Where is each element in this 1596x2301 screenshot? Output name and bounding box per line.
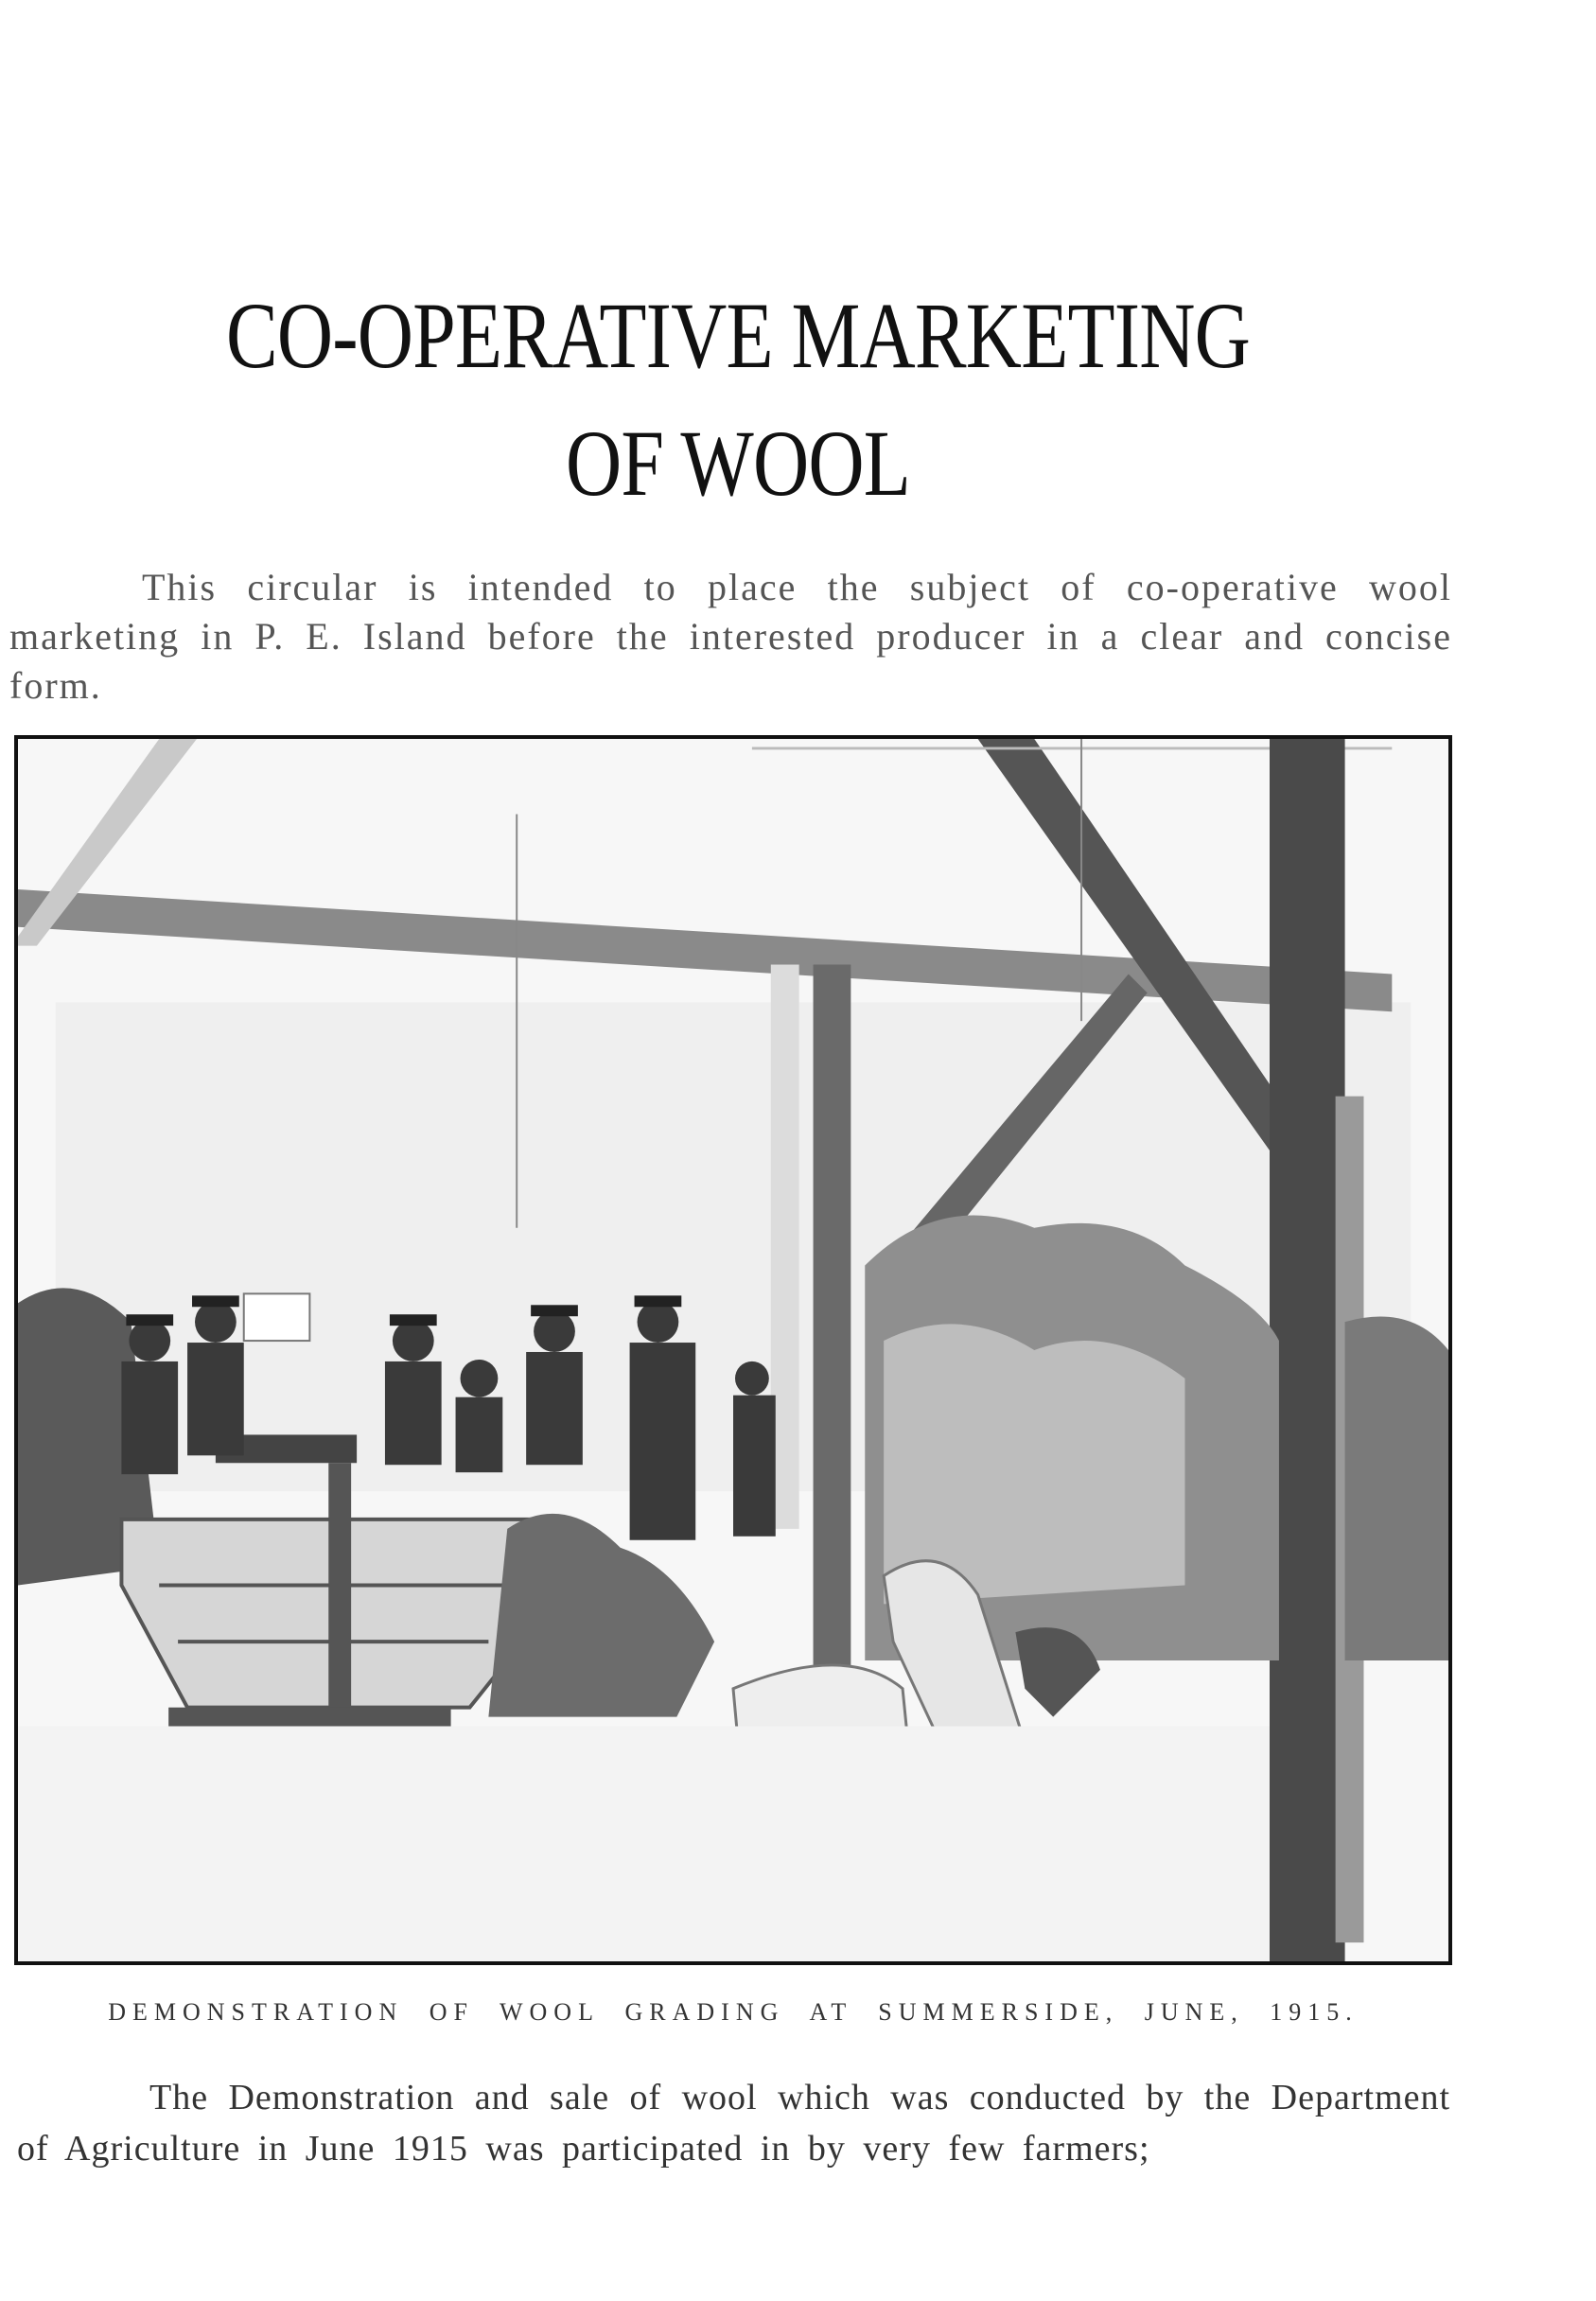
document-title-line-1: CO-OPERATIVE MARKETING (225, 283, 1251, 388)
photo-caption: DEMONSTRATION OF WOOL GRADING AT SUMMERSIDE, JUNE, 1915. (108, 1998, 1359, 2026)
intro-paragraph: This circular is intended to place the subject of co-operative wool marketing in P. E. Island before the interested producer in a clear and concise form. (9, 566, 1452, 707)
document-title-line-2: OF WOOL (565, 411, 911, 516)
body-paragraph: The Demonstration and sale of wool which was conducted by the Department of Agriculture in June 1915 was participated in by very few farmers; (17, 2078, 1450, 2169)
photograph-illustration (18, 739, 1448, 1961)
wool-grading-photograph (14, 735, 1452, 1965)
